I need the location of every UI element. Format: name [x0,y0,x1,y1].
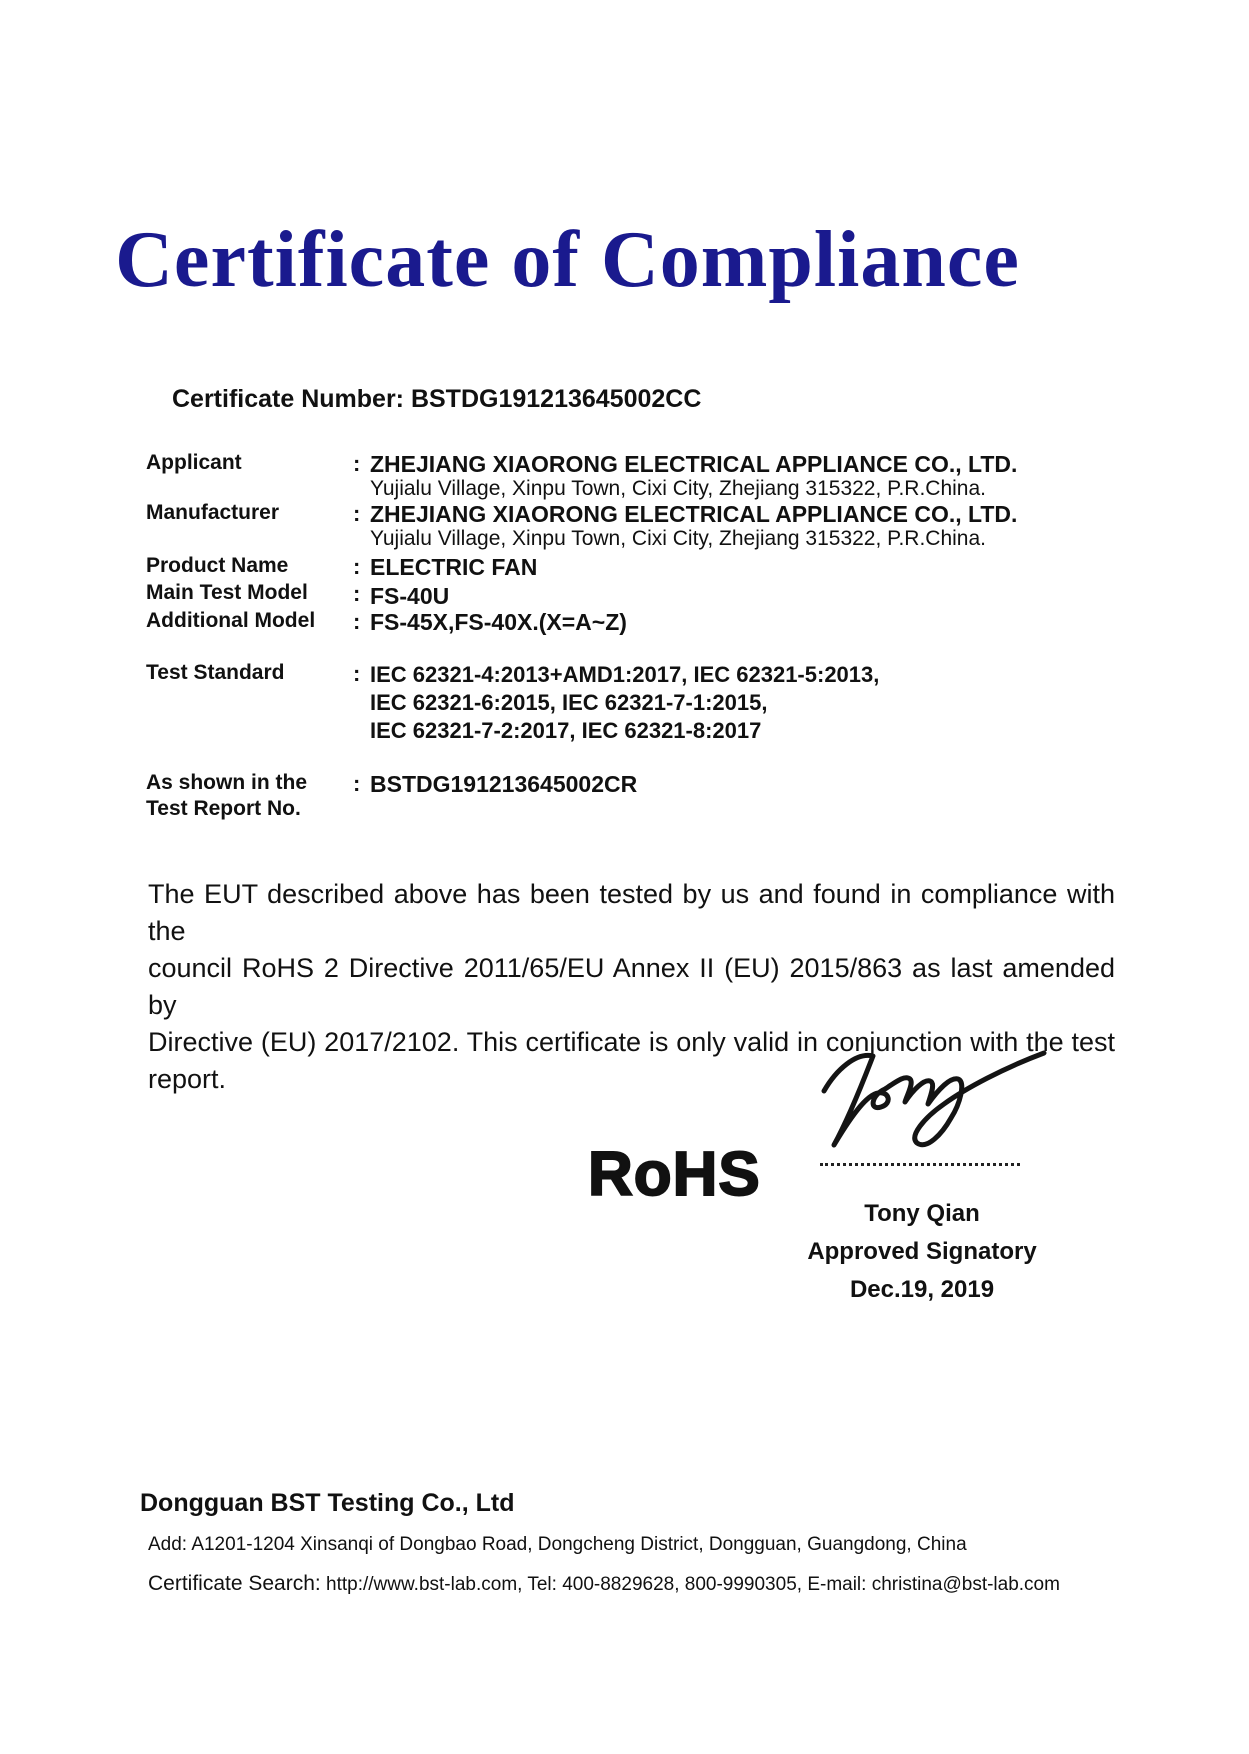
certificate-number-label: Certificate Number: [172,385,404,413]
certificate-number-value: BSTDG191213645002CC [410,385,702,413]
test-standard-line-3: IEC 62321-7-2:2017, IEC 62321-8:2017 [370,718,762,743]
main-test-model-colon: : [353,581,361,606]
test-report-colon: : [353,771,361,796]
signatory-role: Approved Signatory [807,1238,1037,1265]
additional-model-colon: : [353,609,361,634]
product-name-label: Product Name [146,554,289,577]
test-standard-colon: : [353,661,361,686]
applicant-company: ZHEJIANG XIAORONG ELECTRICAL APPLIANCE CO., LTD. [370,451,1018,477]
additional-model-label: Additional Model [146,609,316,632]
test-standard-line-1: IEC 62321-4:2013+AMD1:2017, IEC 62321-5:2013, [370,662,880,687]
statement-line-2: council RoHS 2 Directive 2011/65/EU Annex II (EU) 2015/863 as last amended by [148,953,1115,1020]
test-standard-values [370,661,879,745]
test-standard-line-2: IEC 62321-6:2015, IEC 62321-7-1:2015, [370,690,768,715]
product-name-value: ELECTRIC FAN [370,554,538,580]
applicant-address: Yujialu Village, Xinpu Town, Cixi City, Zhejiang 315322, P.R.China. [370,477,986,500]
test-standard-label: Test Standard [146,661,285,684]
footer-contact-line [148,1572,1060,1596]
manufacturer-colon: : [353,501,361,526]
manufacturer-label: Manufacturer [146,501,280,524]
certificate-search-label: Certificate Search: [148,1572,321,1595]
additional-model-value: FS-45X,FS-40X.(X=A~Z) [370,609,627,635]
certificate-number-line [172,385,701,414]
statement-line-4: report. [148,1064,227,1094]
test-report-label-line1: As shown in the [146,771,308,794]
applicant-colon: : [353,451,361,476]
certificate-search-value: http://www.bst-lab.com, Tel: 400-8829628, 800-9990305, E-mail: christina@bst-lab.com [320,1574,1060,1595]
signature-dotted-line [820,1135,1020,1166]
signatory-date: Dec.19, 2019 [849,1276,995,1303]
main-test-model-value: FS-40U [370,583,450,609]
main-test-model-label: Main Test Model [146,581,308,604]
applicant-label: Applicant [146,451,242,474]
rohs-logo: RoHS [588,1140,761,1209]
statement-line-3: Directive (EU) 2017/2102. This certificate is only valid in conjunction with the test [148,1027,1115,1057]
test-report-value: BSTDG191213645002CR [370,771,638,797]
test-report-label-line2: Test Report No. [146,797,301,820]
manufacturer-company: ZHEJIANG XIAORONG ELECTRICAL APPLIANCE CO., LTD. [370,501,1018,527]
footer-lab-name: Dongguan BST Testing Co., Ltd [140,1489,515,1517]
signatory-name: Tony Qian [864,1200,980,1227]
product-name-colon: : [353,554,361,579]
page-title: Certificate of Compliance [115,216,1020,304]
statement-line-1: The EUT described above has been tested by us and found in compliance with the [148,879,1115,946]
manufacturer-address: Yujialu Village, Xinpu Town, Cixi City, Zhejiang 315322, P.R.China. [370,527,986,550]
footer-lab-address: Add: A1201-1204 Xinsanqi of Dongbao Road, Dongcheng District, Dongguan, Guangdong, China [148,1534,967,1555]
